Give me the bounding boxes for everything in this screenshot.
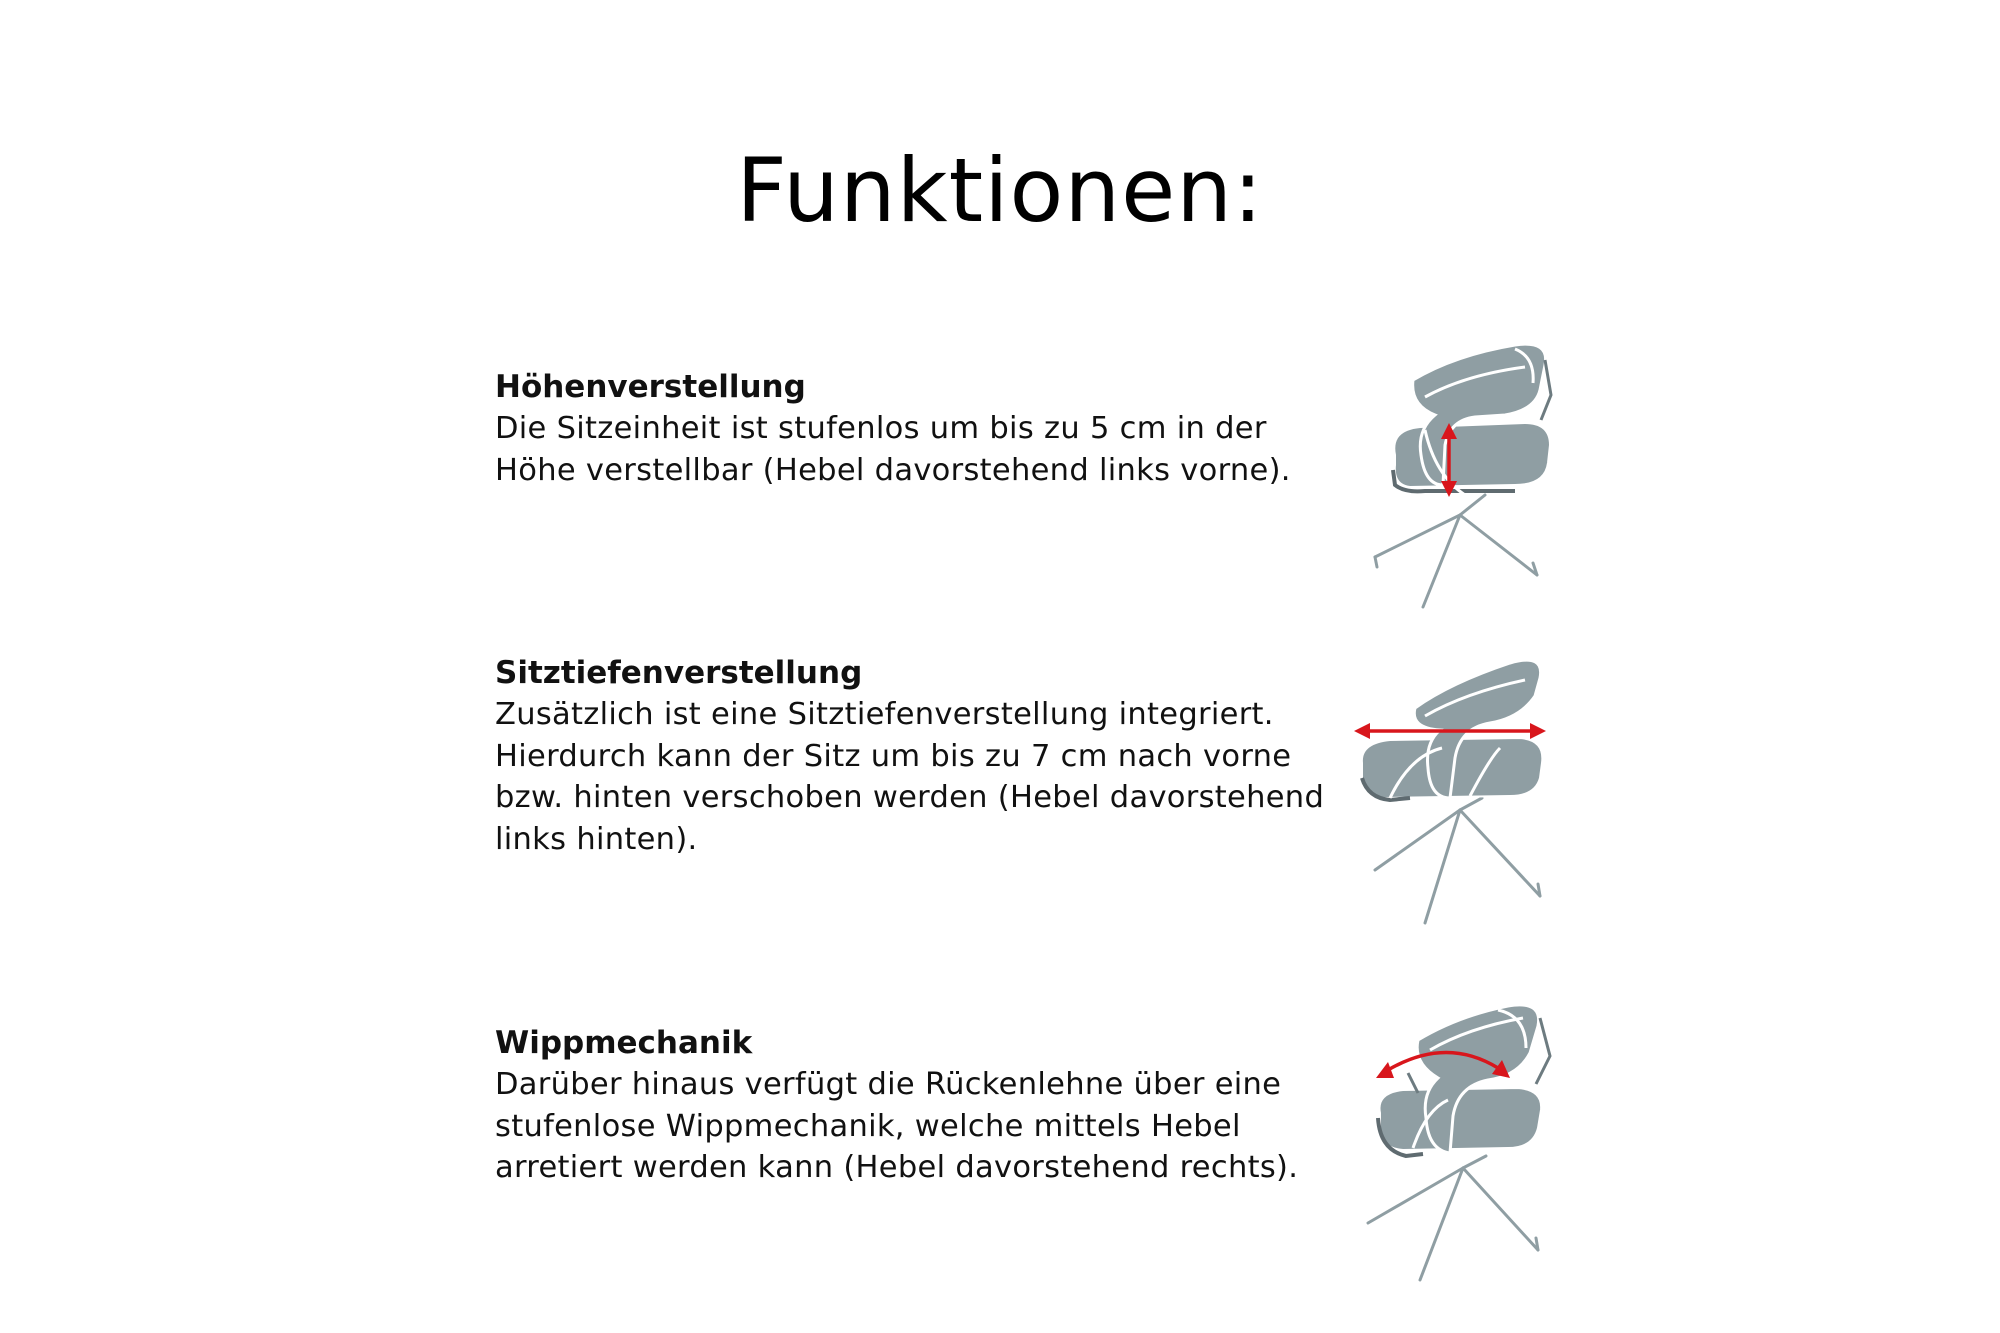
- feature-title: Sitztiefenverstellung: [495, 655, 863, 691]
- feature-description: Darüber hinaus verfügt die Rückenlehne über eine stufenlose Wippmechanik, welche mittels Hebel arretiert werden kann (Hebel davorstehend rechts).: [495, 1067, 1299, 1185]
- feature-description: Die Sitzeinheit ist stufenlos um bis zu 5 cm in der Höhe verstellbar (Hebel davorstehend links vorne).: [495, 411, 1291, 488]
- feature-seat-depth-adjustment: [495, 652, 1365, 860]
- chair-rocking-mechanism-icon: [1358, 998, 1558, 1283]
- page-title: Funktionen:: [736, 138, 1264, 242]
- feature-rocking-mechanism: [495, 1022, 1365, 1189]
- feature-height-adjustment: [495, 366, 1365, 491]
- feature-description: Zusätzlich ist eine Sitztiefenverstellung integriert. Hierdurch kann der Sitz um bis zu 7 cm nach vorne bzw. hinten verschoben werden (Hebel davorstehend links hinten).: [495, 697, 1325, 857]
- chair-height-adjust-icon: [1365, 335, 1555, 610]
- chair-depth-adjust-icon: [1350, 648, 1550, 926]
- feature-title: Wippmechanik: [495, 1025, 753, 1061]
- feature-title: Höhenverstellung: [495, 369, 806, 405]
